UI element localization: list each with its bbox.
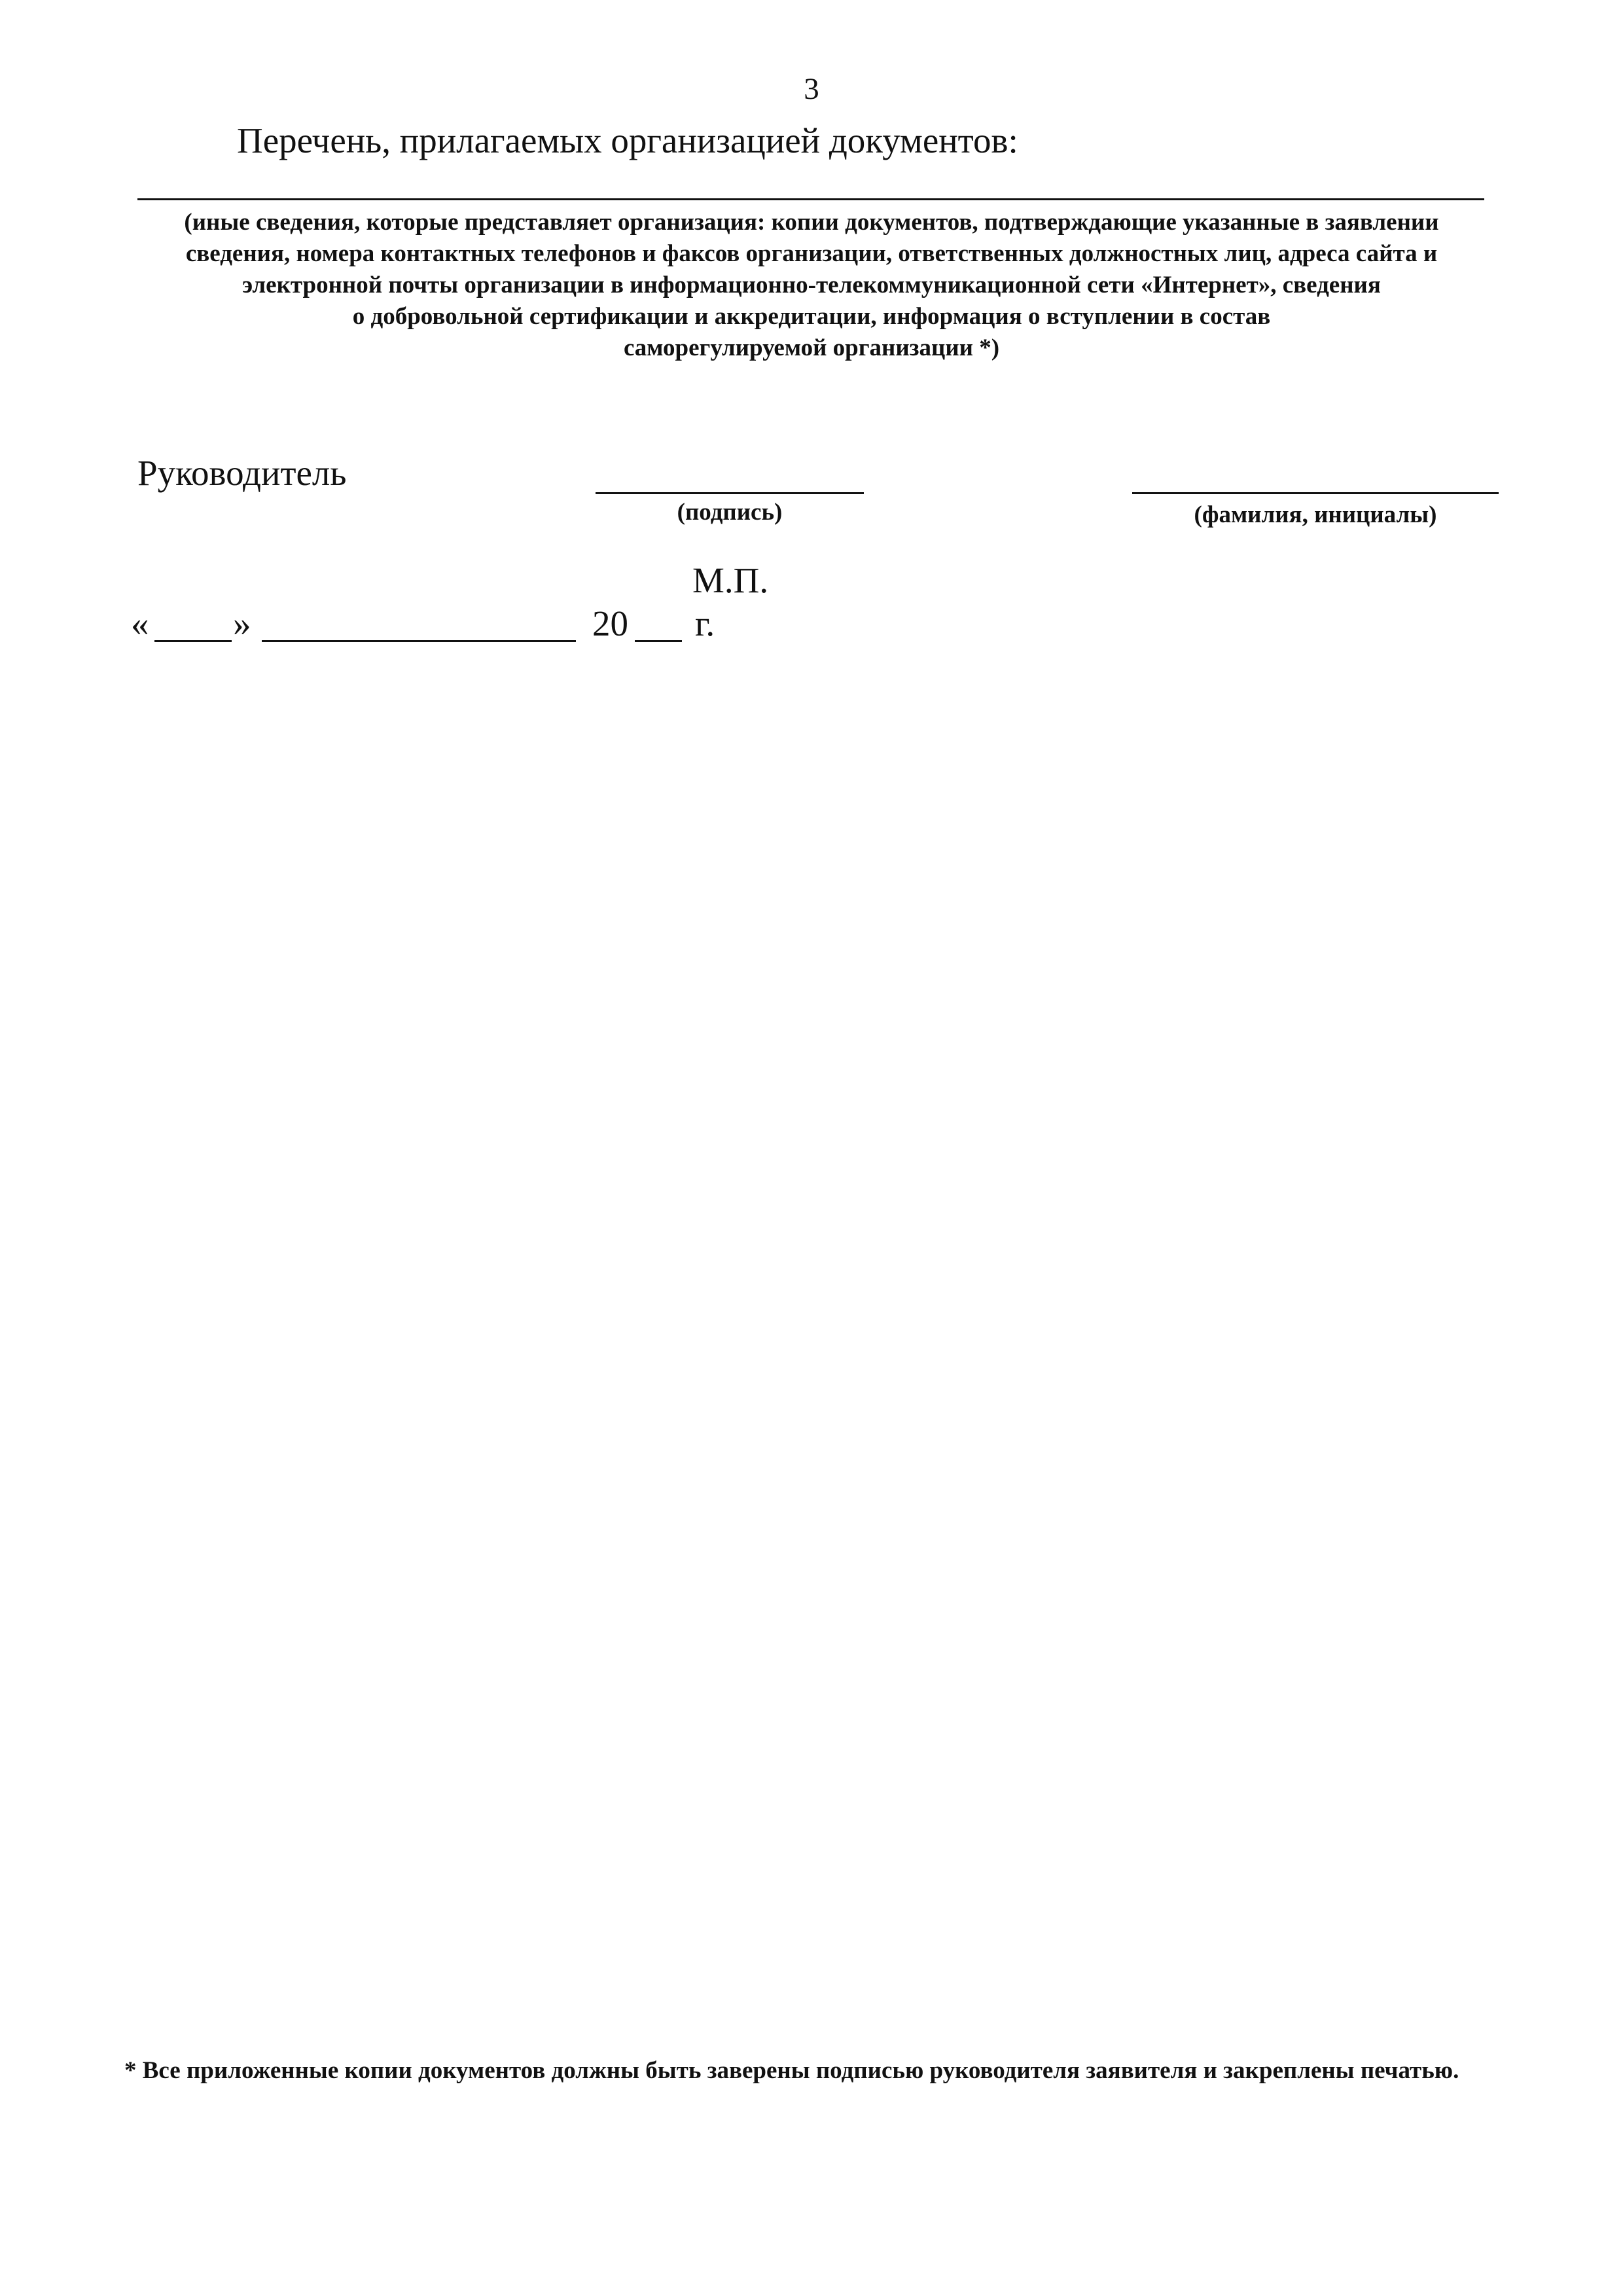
note-line: сведения, номера контактных телефонов и факсов организации, ответственных должностных лиц, адреса сайта и <box>185 240 1438 267</box>
date-row <box>131 602 785 648</box>
date-open-quote: « <box>131 603 149 643</box>
name-field[interactable] <box>1132 492 1499 494</box>
footnote: * Все приложенные копии документов должны быть заверены подписью руководителя заявителя и закреплены печатью. <box>124 2057 1459 2084</box>
signer-label: Руководитель <box>137 453 347 493</box>
signature-field[interactable] <box>596 492 864 494</box>
note-line: о добровольной сертификации и аккредитации, информация о вступлении в состав <box>352 303 1271 330</box>
month-field[interactable] <box>262 640 576 642</box>
year-field[interactable] <box>635 640 682 642</box>
stamp-label: М.П. <box>692 560 769 600</box>
name-caption: (фамилия, инициалы) <box>1194 501 1437 528</box>
note-line: (иные сведения, которые представляет организация: копии документов, подтверждающие указанные в заявлении <box>184 209 1439 236</box>
page-number: 3 <box>804 72 819 106</box>
attachments-fill-line[interactable] <box>137 198 1484 200</box>
attachments-note <box>124 207 1499 364</box>
note-line: электронной почты организации в информационно-телекоммуникационной сети «Интернет», сведения <box>242 272 1381 298</box>
date-year-suffix: г. <box>695 603 715 643</box>
attachments-heading: Перечень, прилагаемых организацией документов: <box>237 120 1018 160</box>
day-field[interactable] <box>154 640 232 642</box>
date-century: 20 <box>592 603 628 643</box>
signature-caption: (подпись) <box>677 499 783 526</box>
date-close-quote: » <box>233 603 251 643</box>
note-line: саморегулируемой организации *) <box>623 334 1000 361</box>
